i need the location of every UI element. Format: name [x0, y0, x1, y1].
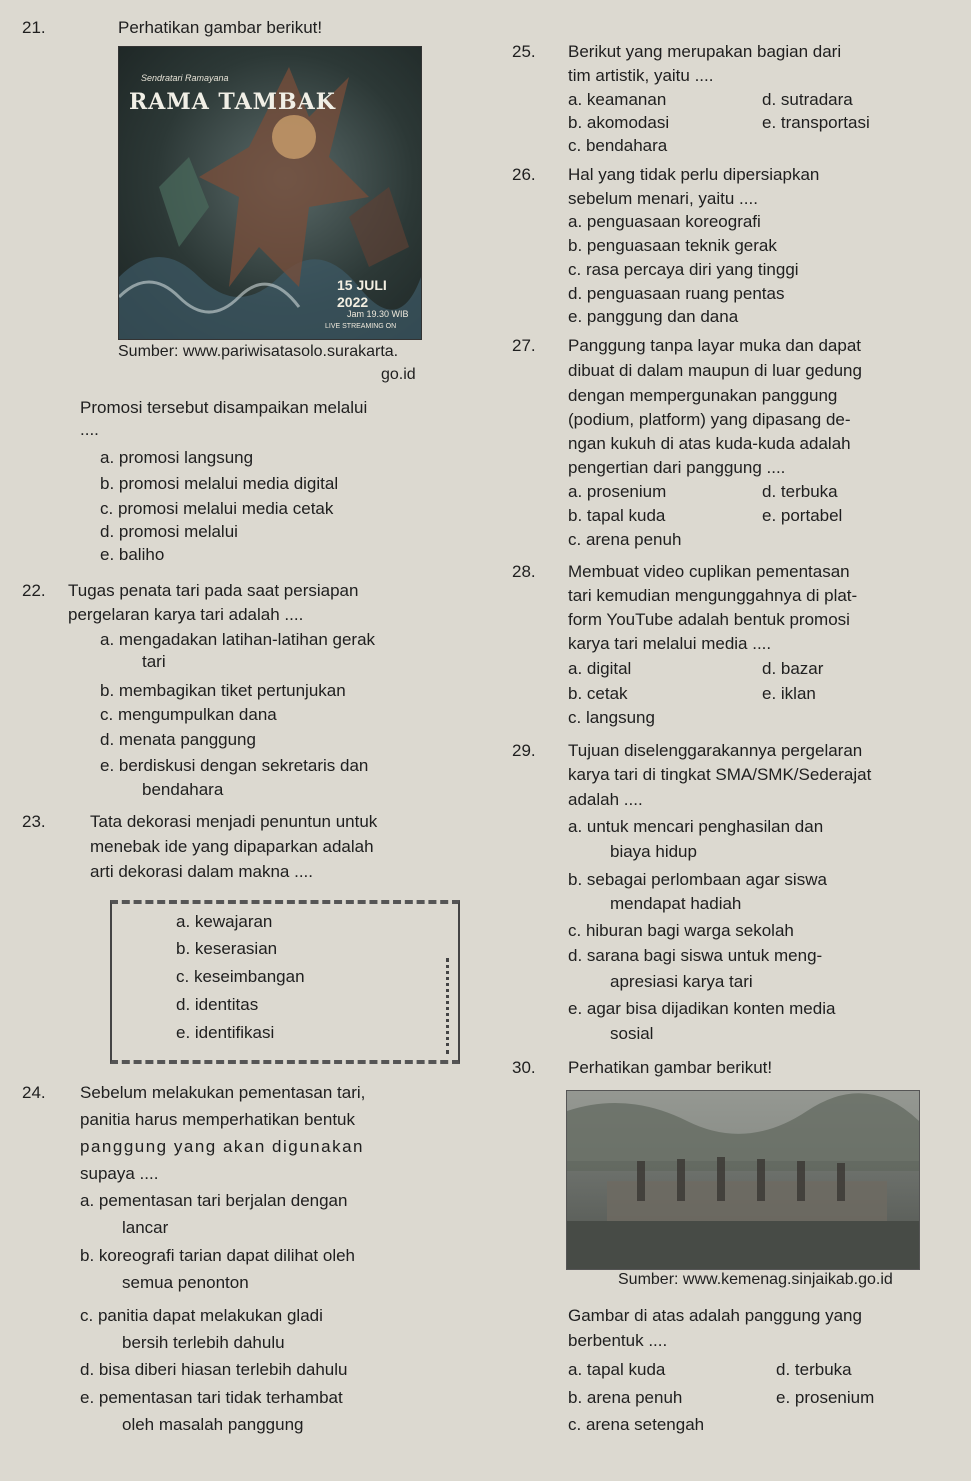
q21-stem2: Promosi tersebut disampaikan melalui	[80, 398, 368, 417]
q30-option-c[interactable]: c. arena setengah	[568, 1415, 705, 1434]
q28-option-c[interactable]: c. langsung	[568, 708, 655, 727]
q26-option-d[interactable]: d. penguasaan ruang pentas	[568, 284, 785, 303]
q28-line4: karya tari melalui media ....	[568, 634, 772, 653]
q23-stem3: arti dekorasi dalam makna ....	[90, 862, 313, 881]
q28-number: 28.	[512, 562, 536, 581]
stage-photo	[566, 1090, 920, 1270]
q29-option-a-cont: biaya hidup	[610, 842, 697, 861]
q25-stem1: Berikut yang merupakan bagian dari	[568, 42, 842, 61]
poster-time: Jam 19.30 WIB	[347, 309, 409, 319]
q22-stem2: pergelaran karya tari adalah ....	[68, 605, 304, 624]
q27-line1: Panggung tanpa layar muka dan dapat	[568, 336, 862, 355]
q23-option-b[interactable]: b. keserasian	[176, 939, 278, 958]
q21-source-line1: Sumber: www.pariwisatasolo.surakarta.	[118, 343, 399, 360]
q28-option-a[interactable]: a. digital	[568, 659, 632, 678]
q29-option-b[interactable]: b. sebagai perlombaan agar siswa	[568, 870, 827, 889]
q22-option-e-cont: bendahara	[142, 780, 224, 799]
q30-option-d[interactable]: d. terbuka	[776, 1360, 852, 1379]
q30-option-b[interactable]: b. arena penuh	[568, 1388, 683, 1407]
stage-photo-art	[567, 1091, 919, 1269]
poster-date: 15 JULI 2022	[337, 277, 387, 310]
q21-dots: ....	[80, 420, 99, 439]
q27-line6: pengertian dari panggung ....	[568, 458, 786, 477]
q30-number: 30.	[512, 1058, 536, 1077]
q21-number: 21.	[22, 18, 46, 37]
q30-option-a[interactable]: a. tapal kuda	[568, 1360, 666, 1379]
q27-line3: dengan mempergunakan panggung	[568, 386, 838, 405]
q23-option-a[interactable]: a. kewajaran	[176, 912, 273, 931]
q22-option-c[interactable]: c. mengumpulkan dana	[100, 705, 277, 724]
q24-stem2: panitia harus memperhatikan bentuk	[80, 1110, 355, 1129]
q25-option-d[interactable]: d. sutradara	[762, 90, 853, 109]
q23-stem1: Tata dekorasi menjadi penuntun untuk	[90, 812, 378, 831]
q25-option-c[interactable]: c. bendahara	[568, 136, 668, 155]
q24-number: 24.	[22, 1083, 46, 1102]
q27-number: 27.	[512, 336, 536, 355]
promo-poster-image	[118, 46, 422, 340]
q30-stem: Perhatikan gambar berikut!	[568, 1058, 773, 1077]
q22-option-e[interactable]: e. berdiskusi dengan sekretaris dan	[100, 756, 369, 775]
q30-source: Sumber: www.kemenag.sinjaikab.go.id	[618, 1271, 893, 1288]
q29-option-b-cont: mendapat hadiah	[610, 894, 742, 913]
q22-option-b[interactable]: b. membagikan tiket pertunjukan	[100, 681, 346, 700]
q26-option-b[interactable]: b. penguasaan teknik gerak	[568, 236, 777, 255]
q24-option-c[interactable]: c. panitia dapat melakukan gladi	[80, 1306, 323, 1325]
q29-option-d-cont: apresiasi karya tari	[610, 972, 753, 991]
q26-number: 26.	[512, 165, 536, 184]
q23-option-e[interactable]: e. identifikasi	[176, 1023, 275, 1042]
q24-option-a-cont: lancar	[122, 1218, 169, 1237]
q24-stem4: supaya ....	[80, 1164, 159, 1183]
q26-option-e[interactable]: e. panggung dan dana	[568, 307, 739, 326]
q26-option-a[interactable]: a. penguasaan koreografi	[568, 212, 761, 231]
q25-stem2: tim artistik, yaitu ....	[568, 66, 714, 85]
poster-live: LIVE STREAMING ON	[325, 323, 397, 330]
q21-option-c[interactable]: c. promosi melalui media cetak	[100, 499, 334, 518]
q27-option-d[interactable]: d. terbuka	[762, 482, 838, 501]
q30-stem3: berbentuk ....	[568, 1331, 668, 1350]
q27-option-b[interactable]: b. tapal kuda	[568, 506, 666, 525]
q24-option-b-cont: semua penonton	[122, 1273, 249, 1292]
q29-option-a[interactable]: a. untuk mencari penghasilan dan	[568, 817, 824, 836]
q29-option-c[interactable]: c. hiburan bagi warga sekolah	[568, 921, 794, 940]
q29-stem2: karya tari di tingkat SMA/SMK/Sederajat	[568, 765, 872, 784]
q26-stem2: sebelum menari, yaitu ....	[568, 189, 758, 208]
q22-stem1: Tugas penata tari pada saat persiapan	[68, 581, 359, 600]
q22-option-a-cont: tari	[142, 652, 166, 671]
q24-option-d[interactable]: d. bisa diberi hiasan terlebih dahulu	[80, 1360, 348, 1379]
q29-stem1: Tujuan diselenggarakannya pergelaran	[568, 741, 863, 760]
q27-option-e[interactable]: e. portabel	[762, 506, 843, 525]
q29-number: 29.	[512, 741, 536, 760]
q24-option-b[interactable]: b. koreografi tarian dapat dilihat oleh	[80, 1246, 356, 1265]
q25-number: 25.	[512, 42, 536, 61]
q29-option-e[interactable]: e. agar bisa dijadikan konten media	[568, 999, 836, 1018]
q27-line4: (podium, platform) yang dipasang de-	[568, 410, 851, 429]
q21-option-b[interactable]: b. promosi melalui media digital	[100, 474, 339, 493]
q28-line2: tari kemudian mengunggahnya di plat-	[568, 586, 858, 605]
q22-number: 22.	[22, 581, 46, 600]
q29-option-d[interactable]: d. sarana bagi siswa untuk meng-	[568, 946, 823, 965]
q30-stem2: Gambar di atas adalah panggung yang	[568, 1306, 862, 1325]
q21-stem: Perhatikan gambar berikut!	[118, 18, 323, 37]
q28-line3: form YouTube adalah bentuk promosi	[568, 610, 850, 629]
q27-option-a[interactable]: a. prosenium	[568, 482, 667, 501]
q21-option-a[interactable]: a. promosi langsung	[100, 448, 254, 467]
q27-line2: dibuat di dalam maupun di luar gedung	[568, 361, 862, 380]
q30-option-e[interactable]: e. prosenium	[776, 1388, 875, 1407]
q21-source-line2: go.id	[381, 366, 416, 383]
q24-option-e[interactable]: e. pementasan tari tidak terhambat	[80, 1388, 343, 1407]
poster-title: RAMA TAMBAK	[129, 89, 336, 115]
q28-option-e[interactable]: e. iklan	[762, 684, 816, 703]
decor-dots	[446, 958, 457, 1054]
q29-option-e-cont: sosial	[610, 1024, 654, 1043]
q25-option-e[interactable]: e. transportasi	[762, 113, 870, 132]
q23-option-c[interactable]: c. keseimbangan	[176, 967, 305, 986]
q22-option-a[interactable]: a. mengadakan latihan-latihan gerak	[100, 630, 376, 649]
q23-option-d[interactable]: d. identitas	[176, 995, 259, 1014]
q25-option-b[interactable]: b. akomodasi	[568, 113, 670, 132]
q29-stem3: adalah ....	[568, 790, 643, 809]
q23-stem2: menebak ide yang dipaparkan adalah	[90, 837, 374, 856]
q28-line1: Membuat video cuplikan pementasan	[568, 562, 850, 581]
q25-option-a[interactable]: a. keamanan	[568, 90, 667, 109]
q24-option-a[interactable]: a. pementasan tari berjalan dengan	[80, 1191, 348, 1210]
q27-line5: ngan kukuh di atas kuda-kuda adalah	[568, 434, 851, 453]
q21-option-d[interactable]: d. promosi melalui	[100, 522, 238, 541]
q23-number: 23.	[22, 812, 46, 831]
q24-option-c-cont: bersih terlebih dahulu	[122, 1333, 285, 1352]
q24-option-e-cont: oleh masalah panggung	[122, 1415, 304, 1434]
q21-option-e[interactable]: e. baliho	[100, 545, 165, 564]
q28-option-d[interactable]: d. bazar	[762, 659, 824, 678]
q28-option-b[interactable]: b. cetak	[568, 684, 628, 703]
q27-option-c[interactable]: c. arena penuh	[568, 530, 682, 549]
q26-option-c[interactable]: c. rasa percaya diri yang tinggi	[568, 260, 799, 279]
poster-subtitle: Sendratari Ramayana	[141, 73, 229, 83]
q26-stem1: Hal yang tidak perlu dipersiapkan	[568, 165, 820, 184]
q22-option-d[interactable]: d. menata panggung	[100, 730, 256, 749]
q24-stem1: Sebelum melakukan pementasan tari,	[80, 1083, 366, 1102]
q24-stem3: panggung yang akan digunakan	[80, 1137, 364, 1156]
